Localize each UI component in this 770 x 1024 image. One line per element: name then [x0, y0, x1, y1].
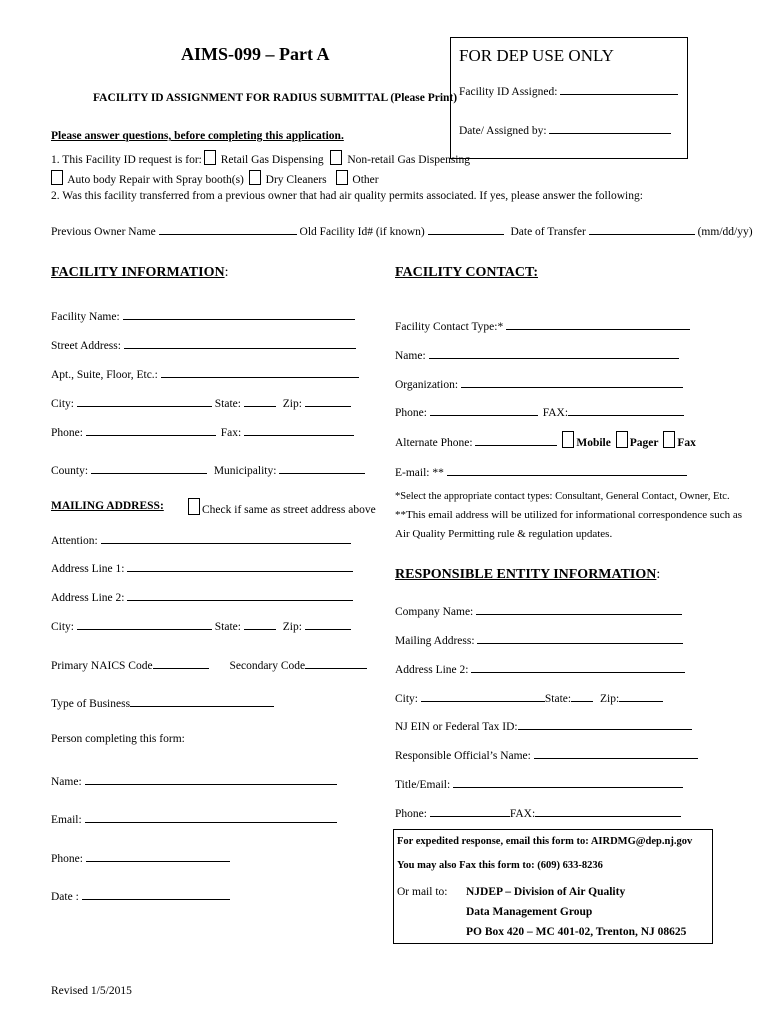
alt-phone-row [395, 431, 696, 449]
mailing-zip-field[interactable] [305, 616, 351, 630]
facility-contact-heading: FACILITY CONTACT: [395, 265, 538, 280]
resp-line2-row [395, 659, 685, 676]
mailing-line2-field[interactable] [127, 587, 353, 601]
alt-phone-field[interactable] [475, 432, 557, 446]
business-type-label: Type of Business [51, 698, 131, 710]
dry-cleaners-label: Dry Cleaners [265, 174, 327, 186]
naics-primary-field[interactable] [153, 655, 209, 669]
street-field[interactable] [124, 335, 356, 349]
same-address-checkbox[interactable] [188, 498, 200, 515]
person-date-row [51, 886, 230, 903]
resp-state-label: State: [544, 693, 572, 705]
mobile-checkbox[interactable] [562, 431, 574, 448]
apt-field[interactable] [161, 364, 359, 378]
apt-label: Apt., Suite, Floor, Etc.: [51, 369, 158, 381]
person-email-row [51, 809, 337, 826]
ein-label: NJ EIN or Federal Tax ID: [395, 721, 518, 733]
resp-fax-label: FAX: [509, 808, 536, 820]
retail-checkbox[interactable] [204, 150, 216, 165]
resp-city-label: City: [395, 693, 419, 705]
attention-row [51, 530, 351, 547]
person-name-label: Name: [51, 776, 82, 788]
other-checkbox[interactable] [336, 170, 348, 185]
prev-owner-field[interactable] [159, 221, 297, 235]
resp-mailing-field[interactable] [477, 630, 683, 644]
same-address-label: Check if same as street address above [202, 504, 376, 516]
business-type-field[interactable] [130, 693, 274, 707]
autobody-checkbox[interactable] [51, 170, 63, 185]
company-row [395, 601, 682, 618]
q1-row [51, 150, 470, 166]
title-email-field[interactable] [453, 774, 683, 788]
facility-name-row [51, 306, 355, 323]
resp-mailing-label: Mailing Address: [395, 635, 475, 647]
q1-row2 [51, 170, 379, 186]
county-label: County: [51, 465, 89, 477]
fax-option-checkbox[interactable] [663, 431, 675, 448]
contact-type-field[interactable] [506, 316, 690, 330]
contact-name-label: Name: [395, 350, 426, 362]
contact-phone-field[interactable] [430, 402, 538, 416]
facility-name-label: Facility Name: [51, 311, 120, 323]
naics-secondary-label: Secondary Code [229, 660, 306, 672]
instructions: Please answer questions, before completing this application. [51, 130, 344, 142]
person-date-field[interactable] [82, 886, 230, 900]
ein-row [395, 716, 692, 733]
dep-use-only-box [450, 37, 688, 159]
facility-state-field[interactable] [244, 393, 276, 407]
title-email-label: Title/Email: [395, 779, 451, 791]
other-label: Other [352, 174, 379, 186]
county-row [51, 460, 365, 477]
prev-owner-label: Previous Owner Name [51, 226, 156, 238]
facility-phone-label: Phone: [51, 427, 83, 439]
form-title: AIMS-099 – Part A [181, 44, 330, 64]
facility-city-row [51, 393, 351, 410]
resp-city-field[interactable] [421, 688, 545, 702]
resp-phone-label: Phone: [395, 808, 427, 820]
nonretail-checkbox[interactable] [330, 150, 342, 165]
mailing-line1-label: Address Line 1: [51, 563, 125, 575]
facility-info-heading-text: FACILITY INFORMATION [51, 265, 225, 280]
date-transfer-label: Date of Transfer [510, 226, 586, 238]
municipality-field[interactable] [279, 460, 365, 474]
nonretail-label: Non-retail Gas Dispensing [347, 154, 471, 166]
municipality-label: Municipality: [213, 465, 277, 477]
mailing-state-field[interactable] [244, 616, 276, 630]
official-row [395, 745, 698, 762]
autobody-label: Auto body Repair with Spray booth(s) [67, 174, 244, 186]
mailing-heading: MAILING ADDRESS: [51, 500, 164, 512]
mailing-zip-label: Zip: [282, 621, 302, 633]
company-field[interactable] [476, 601, 682, 615]
facility-zip-field[interactable] [305, 393, 351, 407]
apt-row [51, 364, 359, 381]
dep-facility-id-field[interactable] [560, 81, 678, 95]
contact-email-label: E-mail: ** [395, 467, 444, 479]
person-completing-label: Person completing this form: [51, 733, 185, 745]
naics-primary-label: Primary NAICS Code [51, 660, 153, 672]
fax-option-label: Fax [677, 437, 696, 449]
pager-checkbox[interactable] [616, 431, 628, 448]
responsible-heading [395, 567, 660, 583]
mail-address-line2: Data Management Group [466, 906, 593, 918]
facility-fax-field[interactable] [244, 422, 354, 436]
mailing-line2-label: Address Line 2: [51, 592, 125, 604]
mail-address-line1: NJDEP – Division of Air Quality [466, 886, 626, 898]
resp-city-row [395, 688, 663, 705]
official-label: Responsible Official’s Name: [395, 750, 531, 762]
resp-mailing-row [395, 630, 683, 647]
resp-line2-field[interactable] [471, 659, 685, 673]
person-phone-row [51, 848, 230, 865]
facility-phone-field[interactable] [86, 422, 216, 436]
attention-label: Attention: [51, 535, 98, 547]
resp-phone-field[interactable] [430, 803, 510, 817]
contact-type-row [395, 316, 690, 333]
contact-org-label: Organization: [395, 379, 459, 391]
fax-text: You may also Fax this form to: (609) 633-8236 [397, 860, 603, 871]
mailing-line1-row [51, 558, 353, 575]
naics-row [51, 655, 367, 672]
contact-org-field[interactable] [461, 374, 683, 388]
person-email-label: Email: [51, 814, 82, 826]
contact-email-row [395, 462, 687, 479]
mailing-city-field[interactable] [77, 616, 212, 630]
contact-fax-label: FAX: [542, 407, 569, 419]
resp-line2-label: Address Line 2: [395, 664, 469, 676]
naics-secondary-field[interactable] [305, 655, 367, 669]
person-phone-label: Phone: [51, 853, 83, 865]
resp-phone-row [395, 803, 681, 820]
mailing-state-label: State: [214, 621, 241, 633]
ein-field[interactable] [518, 716, 692, 730]
title-email-row [395, 774, 683, 791]
mailing-city-label: City: [51, 621, 75, 633]
resp-state-field[interactable] [571, 688, 593, 702]
resp-zip-label: Zip: [599, 693, 620, 705]
q2-label: 2. Was this facility transferred from a previous owner that had air quality permits associated. If yes, please answer the following: [51, 190, 643, 202]
contact-phone-label: Phone: [395, 407, 427, 419]
dry-cleaners-checkbox[interactable] [249, 170, 261, 185]
mailing-city-row [51, 616, 351, 633]
pager-label: Pager [629, 437, 659, 449]
facility-zip-label: Zip: [282, 398, 302, 410]
company-label: Company Name: [395, 606, 474, 618]
contact-phone-row [395, 402, 684, 419]
contact-name-row [395, 345, 679, 362]
mailing-line2-row [51, 587, 353, 604]
facility-fax-label: Fax: [220, 427, 242, 439]
street-row [51, 335, 356, 352]
dep-facility-id-label: Facility ID Assigned: [459, 86, 558, 98]
facility-phone-row [51, 422, 354, 439]
resp-fax-field[interactable] [535, 803, 681, 817]
facility-info-colon: : [224, 265, 229, 280]
person-date-label: Date : [51, 891, 79, 903]
q2-row [51, 221, 753, 238]
facility-name-field[interactable] [123, 306, 355, 320]
facility-state-label: State: [214, 398, 241, 410]
date-transfer-field[interactable] [589, 221, 695, 235]
facility-city-field[interactable] [77, 393, 212, 407]
date-format-label: (mm/dd/yy) [697, 226, 753, 238]
contact-note-3: Air Quality Permitting rule & regulation updates. [395, 528, 613, 540]
county-field[interactable] [91, 460, 207, 474]
street-label: Street Address: [51, 340, 121, 352]
q1-label: 1. This Facility ID request is for: [51, 154, 202, 166]
person-phone-field[interactable] [86, 848, 230, 862]
revised-date: Revised 1/5/2015 [51, 985, 132, 997]
person-email-field[interactable] [85, 809, 337, 823]
mobile-label: Mobile [576, 437, 611, 449]
contact-org-row [395, 374, 683, 391]
person-name-field[interactable] [85, 771, 337, 785]
expedited-text: For expedited response, email this form to: AIRDMG@dep.nj.gov [397, 836, 693, 847]
facility-city-label: City: [51, 398, 75, 410]
person-name-row [51, 771, 337, 788]
dep-date-row [459, 120, 671, 137]
old-facility-label: Old Facility Id# (if known) [299, 226, 425, 238]
or-mail-label: Or mail to: [397, 886, 448, 898]
dep-date-label: Date/ Assigned by: [459, 125, 547, 137]
alt-phone-label: Alternate Phone: [395, 437, 473, 449]
dep-heading: FOR DEP USE ONLY [459, 46, 614, 65]
dep-facility-id-row [459, 81, 678, 98]
official-field[interactable] [534, 745, 698, 759]
old-facility-field[interactable] [428, 221, 504, 235]
facility-info-heading [51, 265, 228, 281]
mailing-line1-field[interactable] [127, 558, 353, 572]
contact-note-2: **This email address will be utilized for informational correspondence such as [395, 509, 743, 521]
form-subtitle: FACILITY ID ASSIGNMENT FOR RADIUS SUBMITTAL (Please Print) [93, 92, 458, 104]
responsible-heading-text: RESPONSIBLE ENTITY INFORMATION [395, 567, 657, 582]
contact-note-1: *Select the appropriate contact types: Consultant, General Contact, Owner, Etc. [395, 491, 730, 502]
mail-address-line3: PO Box 420 – MC 401-02, Trenton, NJ 08625 [466, 926, 687, 938]
retail-label: Retail Gas Dispensing [220, 154, 324, 166]
contact-name-field[interactable] [429, 345, 679, 359]
contact-email-field[interactable] [447, 462, 687, 476]
contact-fax-field[interactable] [568, 402, 684, 416]
submission-info-box [393, 829, 713, 944]
business-type-row [51, 693, 274, 710]
resp-zip-field[interactable] [619, 688, 663, 702]
dep-date-field[interactable] [549, 120, 671, 134]
attention-field[interactable] [101, 530, 351, 544]
contact-type-label: Facility Contact Type:* [395, 321, 504, 333]
responsible-colon: : [656, 567, 661, 582]
same-address-row [186, 498, 376, 516]
